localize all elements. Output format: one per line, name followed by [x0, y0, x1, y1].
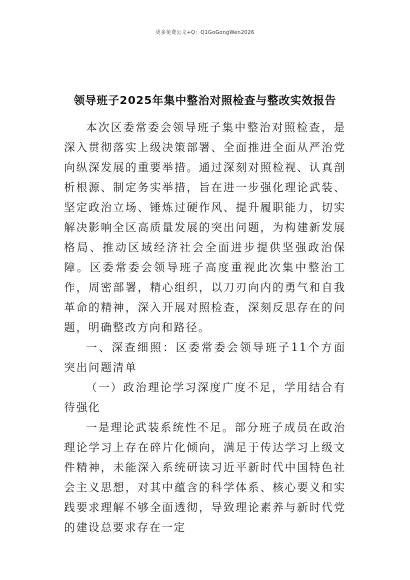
intro-paragraph: 本次区委常委会领导班子集中整治对照检查，是深入贯彻落实上级决策部署、全面推进全面从严治党向纵深发展的重要举措。通过深刻对照检视、认真剖析根源、制定务实举措，旨在进一步强化理论武装、坚定政治立场、锤炼过硬作风、提升履职能力，切实解决影响全区高质量发展的突出问题，为构建新发展格局、推动区域经济社会全面进步提供坚强政治保障。区委常委会领导班子高度重视此次集中整治工作，周密部署，精心组织，以刀刃向内的勇气和自我革命的精神，深入开展对照检查，深刻反思存在的问题，明确整改方向和路径。 — [64, 121, 346, 334]
header-note: 更多免费公文+Q：Q1GoGongWen2026 — [155, 30, 255, 36]
document-body — [64, 118, 346, 538]
subsection-heading: （一）政治理论学习深度广度不足，学用结合有待强化 — [64, 381, 346, 414]
section-heading: 一、深查细照：区委常委会领导班子11个方面突出问题清单 — [64, 341, 346, 374]
document-title: 领导班子2025年集中整治对照检查与整改实效报告 — [73, 94, 337, 107]
body-paragraph: 一是理论武装系统性不足。部分班子成员在政治理论学习上存在碎片化倾向，满足于传达学习上级文件精神，未能深入系统研读习近平新时代中国特色社会主义思想，对其中蕴含的科学体系、核心要义和实践要求理解不够全面透彻，导致理论素养与新时代党的建设总要求存在一定 — [64, 421, 346, 534]
